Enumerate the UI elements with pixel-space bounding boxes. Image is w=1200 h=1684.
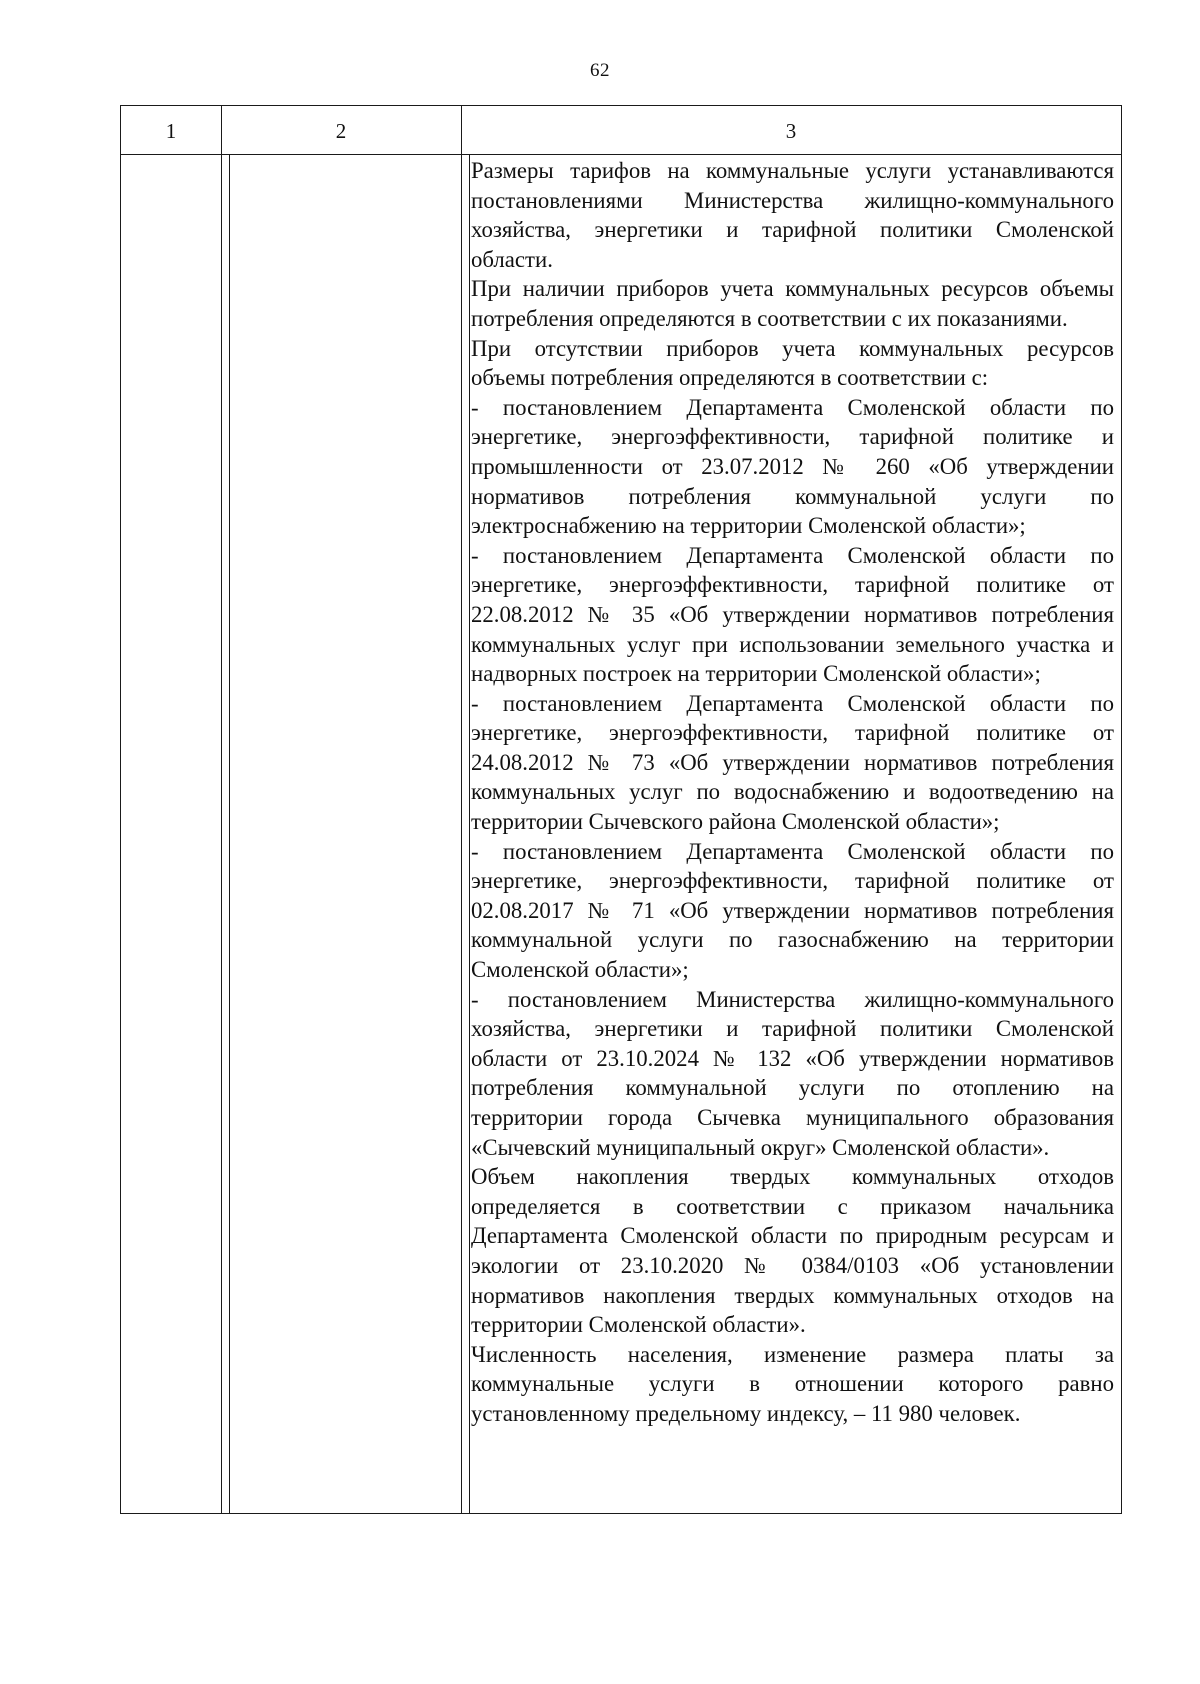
- text-line: коммунальной услуги по газоснабжению на территории: [471, 927, 1114, 953]
- text-line: области от 23.10.2024 № 132 «Об утверждении нормативов: [471, 1045, 1114, 1071]
- text-line: энергетике, энергоэффективности, тарифной политике от: [471, 868, 1114, 894]
- column-double-line-1: [229, 154, 230, 1513]
- text-line: При наличии приборов учета коммунальных ресурсов объемы: [471, 276, 1114, 302]
- text-line: 22.08.2012 № 35 «Об утверждении нормативов потребления: [471, 601, 1114, 627]
- text-line: коммунальные услуги в отношении которого равно: [471, 1371, 1114, 1397]
- text-line: хозяйства, энергетики и тарифной политики Смоленской: [471, 217, 1114, 243]
- text-line: - постановлением Департамента Смоленской области по: [471, 838, 1114, 864]
- text-line: промышленности от 23.07.2012 № 260 «Об утверждении: [471, 453, 1114, 479]
- text-line: - постановлением Министерства жилищно-коммунального: [471, 986, 1114, 1012]
- column-divider-1: [221, 106, 222, 1513]
- header-cell-1: 1: [165, 119, 177, 143]
- header-row-divider: [121, 154, 1121, 155]
- text-line: постановлениями Министерства жилищно-коммунального: [471, 187, 1114, 213]
- column-3-content: [471, 156, 1114, 1429]
- text-line: надворных построек на территории Смоленской области»;: [471, 661, 1041, 687]
- text-line: - постановлением Департамента Смоленской области по: [471, 690, 1114, 716]
- text-line: электроснабжению на территории Смоленской области»;: [471, 513, 1026, 539]
- document-table: [120, 105, 1122, 1514]
- text-line: определяется в соответствии с приказом начальника: [471, 1193, 1114, 1219]
- text-line: потребления коммунальной услуги по отоплению на: [471, 1075, 1114, 1101]
- text-line: коммунальных услуг по водоснабжению и водоотведению на: [471, 779, 1114, 805]
- text-line: территории Смоленской области».: [471, 1312, 806, 1338]
- text-line: объемы потребления определяются в соответствии с:: [471, 365, 989, 391]
- text-line: «Сычевский муниципальный округ» Смоленской области».: [471, 1134, 1050, 1160]
- header-cell-2: 2: [335, 119, 347, 143]
- text-line: хозяйства, энергетики и тарифной политики Смоленской: [471, 1016, 1114, 1042]
- text-line: коммунальных услуг при использовании земельного участка и: [471, 631, 1114, 657]
- text-line: 02.08.2017 № 71 «Об утверждении нормативов потребления: [471, 897, 1114, 923]
- column-divider-2: [461, 106, 462, 1513]
- text-line: территории Сычевского района Смоленской области»;: [471, 809, 1000, 835]
- text-line: 24.08.2012 № 73 «Об утверждении нормативов потребления: [471, 749, 1114, 775]
- text-line: энергетике, энергоэффективности, тарифной политике от: [471, 572, 1114, 598]
- text-line: - постановлением Департамента Смоленской области по: [471, 542, 1114, 568]
- column-double-line-2: [469, 154, 470, 1513]
- text-line: - постановлением Департамента Смоленской области по: [471, 394, 1114, 420]
- text-line: Объем накопления твердых коммунальных отходов: [471, 1164, 1114, 1190]
- text-line: Смоленской области»;: [471, 957, 689, 983]
- text-line: области.: [471, 246, 553, 272]
- text-line: нормативов накопления твердых коммунальных отходов на: [471, 1282, 1114, 1308]
- text-line: При отсутствии приборов учета коммунальных ресурсов: [471, 335, 1114, 361]
- text-line: потребления определяются в соответствии с их показаниями.: [471, 305, 1068, 331]
- text-line: установленному предельному индексу, – 11 980 человек.: [471, 1400, 1021, 1426]
- text-line: экологии от 23.10.2020 № 0384/0103 «Об установлении: [471, 1252, 1114, 1278]
- text-line: нормативов потребления коммунальной услуги по: [471, 483, 1114, 509]
- text-line: энергетике, энергоэффективности, тарифной политике и: [471, 424, 1114, 450]
- text-line: Департамента Смоленской области по природным ресурсам и: [471, 1223, 1114, 1249]
- text-line: Численность населения, изменение размера платы за: [471, 1341, 1114, 1367]
- text-line: энергетике, энергоэффективности, тарифной политике от: [471, 720, 1114, 746]
- text-line: территории города Сычевка муниципального образования: [471, 1105, 1114, 1130]
- header-cell-3: 3: [785, 119, 797, 143]
- text-line: Размеры тарифов на коммунальные услуги устанавливаются: [471, 158, 1114, 183]
- page-number: 62: [590, 60, 610, 81]
